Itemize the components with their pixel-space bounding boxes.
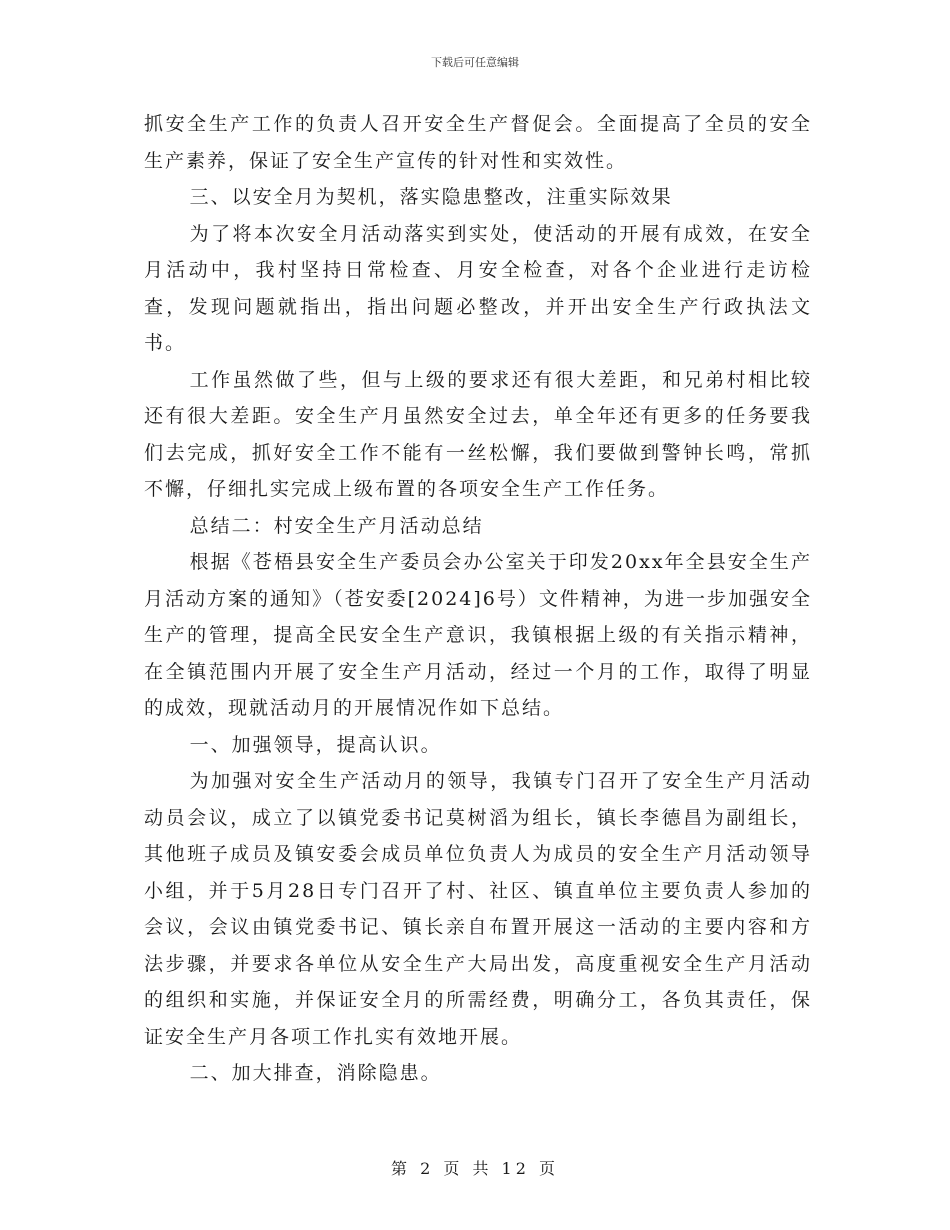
paragraph: 为加强对安全生产活动月的领导，我镇专门召开了安全生产月活动动员会议，成立了以镇党委书记莫树滔为组长，镇长李德昌为副组长，其他班子成员及镇安委会成员单位负责人为成员的安全生产月活动领导小组，并于5月28日专门召开了村、社区、镇直单位主要负责人参加的会议，会议由镇党委书记、镇长亲自布置开展这一活动的主要内容和方法步骤，并要求各单位从安全生产大局出发，高度重视安全生产月活动的组织和实施，并保证安全月的所需经费，明确分工，各负其责任，保证安全生产月各项工作扎实有效地开展。: [144, 770, 812, 1048]
page-number: 第 2 页 共 12 页: [391, 1159, 559, 1178]
paragraph: 工作虽然做了些，但与上级的要求还有很大差距，和兄弟村相比较还有很大差距。安全生产月虽然安全过去，单全年还有更多的任务要我们去完成，抓好安全工作不能有一丝松懈，我们要做到警钟长鸣，常抓不懈，仔细扎实完成上级布置的各项安全生产工作任务。: [144, 368, 812, 500]
section-heading: 三、以安全月为契机，落实隐患整改，注重实际效果: [189, 186, 673, 208]
section-heading: 总结二：村安全生产月活动总结: [189, 514, 484, 537]
section-heading: 一、加强领导，提高认识。: [189, 733, 442, 756]
paragraph: 为了将本次安全月活动落实到实处，使活动的开展有成效，在安全月活动中，我村坚持日常检查、月安全检查，对各个企业进行走访检查，发现问题就指出，指出问题必整改，并开出安全生产行政执法文书。: [144, 222, 812, 354]
page-header-note: 下载后可任意编辑: [431, 56, 519, 69]
section-heading: 二、加大排查，消除隐患。: [189, 1062, 442, 1084]
document-body: [144, 106, 812, 1092]
paragraph: 根据《苍梧县安全生产委员会办公室关于印发20xx年全县安全生产月活动方案的通知》（苍安委[2024]6号）文件精神，为进一步加强安全生产的管理，提高全民安全生产意识，我镇根据上级的有关指示精神，在全镇范围内开展了安全生产月活动，经过一个月的工作，取得了明显的成效，现就活动月的开展情况作如下总结。: [144, 551, 812, 719]
paragraph: 抓安全生产工作的负责人召开安全生产督促会。全面提高了全员的安全生产素养，保证了安全生产宣传的针对性和实效性。: [144, 113, 812, 172]
